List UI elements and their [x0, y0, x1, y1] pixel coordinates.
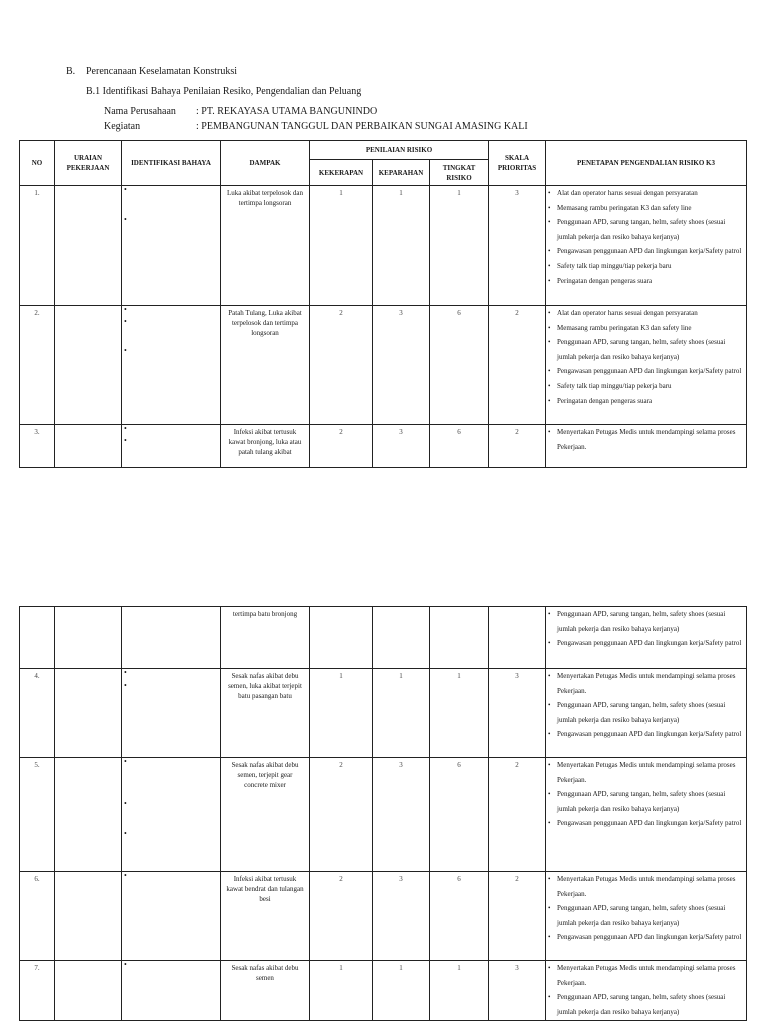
uraian-cell	[55, 186, 122, 306]
keparahan-cell: 1	[373, 961, 430, 1021]
skala-cell: 2	[489, 306, 546, 425]
control-item: • Pengawasan penggunaan APD dan lingkungan kerja/Safety patrol	[548, 930, 746, 945]
row-number: 6.	[20, 872, 55, 961]
kekerapan-cell: 2	[310, 872, 373, 961]
kekerapan-cell: 2	[310, 306, 373, 425]
controls-cell	[546, 607, 747, 669]
control-item: • Memasang rambu peringatan K3 dan safety line	[548, 201, 746, 216]
identifikasi-cell: • •	[122, 186, 221, 306]
header-identifikasi: IDENTIFIKASI BAHAYA	[122, 141, 221, 186]
controls-cell	[546, 961, 747, 1021]
dampak-cell: Sesak nafas akibat debu semen	[221, 961, 310, 1021]
control-item: • Penggunaan APD, sarung tangan, helm, safety shoes (sesuai jumlah pekerja dan resiko bahaya kerjanya)	[548, 787, 746, 816]
identifikasi-cell: •	[122, 872, 221, 961]
tingkat-cell: 1	[430, 186, 489, 306]
skala-cell: 3	[489, 186, 546, 306]
keparahan-cell: 3	[373, 758, 430, 872]
dampak-cell: tertimpa batu bronjong	[221, 607, 310, 669]
dampak-cell: Sesak nafas akibat debu semen, luka akibat terjepit batu pasangan batu	[221, 669, 310, 758]
uraian-cell	[55, 872, 122, 961]
kekerapan-cell: 1	[310, 186, 373, 306]
activity-label: Kegiatan	[104, 121, 141, 132]
table-row	[20, 669, 747, 758]
header-skala: SKALA PRIORITAS	[489, 141, 546, 186]
control-item: • Menyertakan Petugas Medis untuk mendampingi selama proses Pekerjaan.	[548, 758, 746, 787]
control-item: • Penggunaan APD, sarung tangan, helm, safety shoes (sesuai jumlah pekerja dan resiko bahaya kerjanya)	[548, 990, 746, 1019]
table-row	[20, 607, 747, 669]
skala-cell: 2	[489, 872, 546, 961]
row-number: 3.	[20, 425, 55, 468]
uraian-cell	[55, 961, 122, 1021]
identifikasi-cell: • • •	[122, 306, 221, 425]
control-item: • Alat dan operator harus sesuai dengan persyaratan	[548, 186, 746, 201]
control-item: • Peringatan dengan pengeras suara	[548, 394, 746, 409]
controls-cell	[546, 186, 747, 306]
kekerapan-cell: 1	[310, 961, 373, 1021]
company-value: : PT. REKAYASA UTAMA BANGUNINDO	[196, 106, 378, 117]
header-tingkat: TINGKAT RISIKO	[430, 160, 489, 186]
keparahan-cell	[373, 607, 430, 669]
control-item: • Safety talk tiap minggu/tiap pekerja baru	[548, 379, 746, 394]
skala-cell: 3	[489, 961, 546, 1021]
control-item: • Pengawasan penggunaan APD dan lingkungan kerja/Safety patrol	[548, 727, 746, 742]
controls-cell	[546, 669, 747, 758]
identifikasi-cell: • •	[122, 669, 221, 758]
control-item: • Pengawasan penggunaan APD dan lingkungan kerja/Safety patrol	[548, 244, 746, 259]
uraian-cell	[55, 669, 122, 758]
row-number: 7.	[20, 961, 55, 1021]
keparahan-cell: 1	[373, 186, 430, 306]
controls-cell	[546, 872, 747, 961]
control-item: • Penggunaan APD, sarung tangan, helm, safety shoes (sesuai jumlah pekerja dan resiko bahaya kerjanya)	[548, 901, 746, 930]
identifikasi-cell: • • •	[122, 758, 221, 872]
control-item: • Alat dan operator harus sesuai dengan persyaratan	[548, 306, 746, 321]
table-row	[20, 306, 747, 425]
table-row	[20, 758, 747, 872]
tingkat-cell: 1	[430, 669, 489, 758]
row-number: 4.	[20, 669, 55, 758]
dampak-cell: Sesak nafas akibat debu semen, terjepit gear concrete mixer	[221, 758, 310, 872]
risk-table-page-1	[19, 140, 747, 468]
identifikasi-cell	[122, 607, 221, 669]
controls-cell	[546, 758, 747, 872]
kekerapan-cell	[310, 607, 373, 669]
row-number	[20, 607, 55, 669]
header-penilaian: PENILAIAN RISIKO	[310, 141, 489, 160]
kekerapan-cell: 2	[310, 425, 373, 468]
uraian-cell	[55, 758, 122, 872]
keparahan-cell: 3	[373, 425, 430, 468]
tingkat-cell: 6	[430, 758, 489, 872]
header-penetapan: PENETAPAN PENGENDALIAN RISIKO K3	[546, 141, 747, 186]
tingkat-cell: 6	[430, 306, 489, 425]
risk-table-page-2	[19, 606, 747, 1021]
table-row	[20, 872, 747, 961]
row-number: 1.	[20, 186, 55, 306]
control-item: • Penggunaan APD, sarung tangan, helm, safety shoes (sesuai jumlah pekerja dan resiko bahaya kerjanya)	[548, 698, 746, 727]
uraian-cell	[55, 425, 122, 468]
dampak-cell: Patah Tulang, Luka akibat terpelosok dan tertimpa longsoran	[221, 306, 310, 425]
keparahan-cell: 3	[373, 306, 430, 425]
control-item: • Menyertakan Petugas Medis untuk mendampingi selama proses Pekerjaan.	[548, 425, 746, 454]
control-item: • Penggunaan APD, sarung tangan, helm, safety shoes (sesuai jumlah pekerja dan resiko bahaya kerjanya)	[548, 215, 746, 244]
row-number: 5.	[20, 758, 55, 872]
skala-cell: 3	[489, 669, 546, 758]
control-item: • Pengawasan penggunaan APD dan lingkungan kerja/Safety patrol	[548, 636, 746, 651]
company-label: Nama Perusahaan	[104, 106, 176, 117]
header-kekerapan: KEKERAPAN	[310, 160, 373, 186]
identifikasi-cell: •	[122, 961, 221, 1021]
skala-cell: 2	[489, 425, 546, 468]
control-item: • Penggunaan APD, sarung tangan, helm, safety shoes (sesuai jumlah pekerja dan resiko bahaya kerjanya)	[548, 335, 746, 364]
header-dampak: DAMPAK	[221, 141, 310, 186]
dampak-cell: Luka akibat terpelosok dan tertimpa longsoran	[221, 186, 310, 306]
table-row	[20, 425, 747, 468]
uraian-cell	[55, 607, 122, 669]
identifikasi-cell: • •	[122, 425, 221, 468]
dampak-cell: Infeksi akibat tertusuk kawat bronjong, luka atau patah tulang akibat	[221, 425, 310, 468]
keparahan-cell: 3	[373, 872, 430, 961]
control-item: • Menyertakan Petugas Medis untuk mendampingi selama proses Pekerjaan.	[548, 961, 746, 990]
kekerapan-cell: 1	[310, 669, 373, 758]
header-no: NO	[20, 141, 55, 186]
tingkat-cell: 6	[430, 425, 489, 468]
skala-cell	[489, 607, 546, 669]
header-keparahan: KEPARAHAN	[373, 160, 430, 186]
subsection-title: B.1 Identifikasi Bahaya Penilaian Resiko, Pengendalian dan Peluang	[86, 86, 362, 97]
control-item: • Pengawasan penggunaan APD dan lingkungan kerja/Safety patrol	[548, 816, 746, 831]
keparahan-cell: 1	[373, 669, 430, 758]
control-item: • Peringatan dengan pengeras suara	[548, 274, 746, 289]
activity-value: : PEMBANGUNAN TANGGUL DAN PERBAIKAN SUNGAI AMASING KALI	[196, 121, 528, 132]
row-number: 2.	[20, 306, 55, 425]
table-row	[20, 186, 747, 306]
section-letter: B.	[66, 66, 76, 77]
uraian-cell	[55, 306, 122, 425]
tingkat-cell: 6	[430, 872, 489, 961]
control-item: • Menyertakan Petugas Medis untuk mendampingi selama proses Pekerjaan.	[548, 872, 746, 901]
dampak-cell: Infeksi akibat tertusuk kawat bendrat dan tulangan besi	[221, 872, 310, 961]
control-item: • Pengawasan penggunaan APD dan lingkungan kerja/Safety patrol	[548, 364, 746, 379]
control-item: • Memasang rambu peringatan K3 dan safety line	[548, 321, 746, 336]
control-item: • Menyertakan Petugas Medis untuk mendampingi selama proses Pekerjaan.	[548, 669, 746, 698]
kekerapan-cell: 2	[310, 758, 373, 872]
tingkat-cell	[430, 607, 489, 669]
control-item: • Safety talk tiap minggu/tiap pekerja baru	[548, 259, 746, 274]
table-row	[20, 961, 747, 1021]
skala-cell: 2	[489, 758, 546, 872]
controls-cell	[546, 425, 747, 468]
section-title: Perencanaan Keselamatan Konstruksi	[86, 66, 238, 77]
controls-cell	[546, 306, 747, 425]
tingkat-cell: 1	[430, 961, 489, 1021]
header-uraian: URAIAN PEKERJAAN	[55, 141, 122, 186]
control-item: • Penggunaan APD, sarung tangan, helm, safety shoes (sesuai jumlah pekerja dan resiko bahaya kerjanya)	[548, 607, 746, 636]
